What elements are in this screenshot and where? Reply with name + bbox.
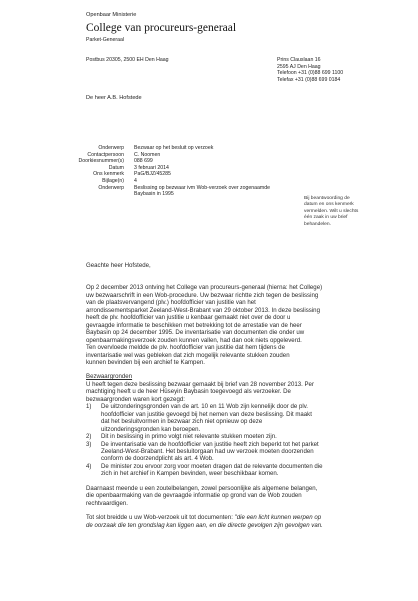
city-address: 2595 AJ Den Haag	[277, 63, 321, 70]
meta-value: 088 699	[134, 158, 153, 165]
meta-label: Onderwerp	[98, 184, 124, 191]
reference-note-line: één zaak in uw brief	[304, 215, 348, 221]
list-line: De minister zou ervoor zorg voor moeten dragen dat de relevante documenten die	[101, 462, 323, 470]
paragraph-line: Op 2 december 2013 ontving het College van procureurs-generaal (hierna: het College)	[86, 284, 323, 292]
list-item	[86, 463, 406, 478]
reference-note	[304, 196, 358, 228]
paragraph-line: gevraagde informatie te beschikken met betrekking tot de arrestatie van de heer	[86, 321, 302, 329]
letter-body	[86, 262, 406, 529]
grounds-heading: Bezwaargronden	[86, 373, 133, 381]
paragraph-line: inventarisatie wel was gebleken dat zich mogelijk relevante stukken zouden	[86, 351, 290, 359]
list-item	[86, 433, 406, 440]
street-address: Prins Clauslaan 16	[277, 57, 321, 63]
salutation: Geachte heer Hofstede,	[86, 262, 151, 269]
meta-row	[60, 152, 270, 159]
meta-row	[60, 191, 270, 198]
meta-label: Contactpersoon	[87, 151, 124, 158]
quoted-text-continued: de oorzaak die ten grondslag kan liggen aan, en die directe gevolgen zijn gevolgen van.	[86, 521, 323, 529]
list-line: hoofdofficier van justitie gevoegd bij het nemen van deze beslissing. Dit maakt	[101, 410, 312, 418]
paragraph-line: U heeft tegen deze beslissing bezwaar gemaakt bij brief van 28 november 2013. Per	[86, 380, 314, 388]
meta-value: Beslissing op bezwaar ivm Wob-verzoek over zogenaamde	[134, 184, 270, 191]
paragraph-interests	[86, 485, 406, 507]
list-line: conform de doorzendplicht als art. 4 Wob.	[101, 455, 214, 463]
sender-address-block	[277, 57, 343, 83]
list-line: De inventarisatie van de hoofdofficier van justitie heeft zich beperkt tot het parket	[101, 440, 319, 448]
paragraph-line: kunnen bevinden bij een archief te Kampen.	[86, 358, 205, 366]
paragraph-extension	[86, 514, 406, 529]
list-line: Dit in beslissing in primo volgt niet relevante stukken moeten zijn.	[101, 433, 277, 441]
meta-row	[60, 185, 270, 192]
meta-value: C. Noomen	[134, 151, 161, 158]
paragraph-line: van de plaatsvervangend (plv.) hoofdofficier van justitie van het	[86, 299, 256, 307]
meta-label: Datum	[108, 164, 124, 171]
list-item	[86, 403, 406, 433]
meta-row	[60, 145, 270, 152]
ministry-name: Openbaar Ministerie	[86, 12, 137, 18]
list-line: dat het besluitvormen in bezwaar zich niet opnieuw op deze	[101, 418, 263, 426]
grounds-intro	[86, 381, 406, 403]
meta-value: Bezwaar op het besluit op verzoek	[134, 145, 214, 151]
meta-row	[60, 165, 270, 172]
phone-number: Telefoon +31 (0)88 699 1100	[277, 70, 344, 77]
recipient-name: De heer A.B. Hofstede	[86, 95, 142, 101]
meta-label: Onderwerp	[98, 145, 124, 151]
department-name: Parket-Generaal	[86, 37, 125, 43]
paragraph-text: Tot slot breidde u uw Wob-verzoek uit tot documenten:	[86, 514, 235, 522]
list-number: 3)	[86, 440, 92, 448]
paragraph-intro	[86, 284, 406, 366]
reference-note-line: Bij beantwoording de	[304, 196, 350, 201]
meta-label: Doorkiesnummer(s)	[78, 158, 124, 165]
reference-note-line: behandelen.	[304, 221, 331, 227]
grounds-list	[86, 403, 406, 478]
reference-note-line: vermelden. Wilt u slechts	[304, 208, 359, 214]
meta-value: 3 februari 2014	[134, 164, 169, 171]
paragraph-line: openbaarmakingsverzoek zouden kunnen vallen, had dan ook niets opgeleverd.	[86, 336, 302, 344]
paragraph-line: machtiging heeft u de heer Hüseyin Baybasin toegevoegd als verzoeker. De	[86, 388, 291, 396]
list-line: uitzonderingsgronden kan beroepen.	[101, 425, 201, 433]
list-line: De uitzonderingsgronden van de art. 10 en 11 Wob zijn kennelijk door de plv.	[101, 403, 308, 411]
list-number: 4)	[86, 462, 92, 470]
meta-value-extra: Baybasin in 1995	[134, 191, 174, 198]
meta-label: Ons kenmerk	[93, 171, 124, 178]
list-line: Zeeland-West-Brabant. Het besluitorgaan had uw verzoek moeten doorzenden	[101, 447, 314, 455]
paragraph-line: Ten overvloede meldde de plv. hoofdofficier van justitie dat hem tijdens de	[86, 344, 285, 352]
meta-block	[60, 145, 270, 198]
quoted-text: "die een licht kunnen werpen op	[234, 514, 322, 522]
meta-label: Bijlage(n)	[102, 177, 124, 184]
paragraph-line: heeft de plv. hoofdofficier van justitie u kenbaar gemaakt niet over de door u	[86, 314, 291, 322]
letterhead-title: College van procureurs-generaal	[86, 22, 237, 34]
paragraph-line: uw bezwaarschrift in een Wob-procedure. Uw bezwaar richtte zich tegen de beslissing	[86, 291, 319, 299]
meta-value: 4	[134, 177, 137, 184]
paragraph-line: Daarnaast meende u een zoutelbelangen, zowel persoonlijke als algemene belangen,	[86, 484, 318, 492]
meta-row	[60, 158, 270, 165]
paragraph-line: bezwaargronden waren kort gezegd:	[86, 395, 185, 403]
paragraph-line: Baybasin op 24 december 1995. De inventarisatie van documenten die onder uw	[86, 329, 305, 337]
paragraph-line: rechtvaardigen.	[86, 499, 129, 507]
meta-value: PaG/BJZ/45285	[134, 171, 171, 178]
paragraph-line: die openbaarmaking van de gevraagde informatie op grond van de Wob zouden	[86, 492, 302, 500]
list-line: zich in het archief in Kampen bevinden, weer beschikbaar komen.	[101, 470, 279, 478]
fax-number: Telefax +31 (0)88 699 0184	[277, 76, 341, 83]
meta-row	[60, 178, 270, 185]
reference-note-line: datum en ons kenmerk	[304, 202, 354, 208]
paragraph-line: arrondissementsparket Zeeland-West-Brabant van 29 oktober 2013. In deze beslissing	[86, 306, 320, 314]
list-number: 1)	[86, 403, 92, 411]
list-number: 2)	[86, 433, 92, 441]
list-item	[86, 441, 406, 463]
meta-row	[60, 171, 270, 178]
postal-address: Postbus 20305, 2500 EH Den Haag	[86, 57, 169, 63]
